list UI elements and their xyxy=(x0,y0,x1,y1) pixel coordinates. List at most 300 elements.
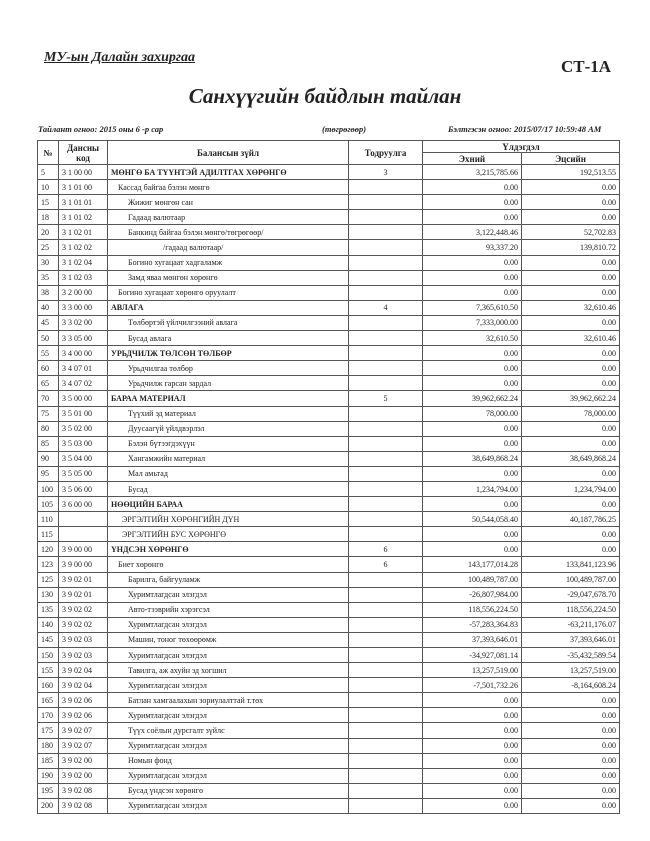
table-row xyxy=(38,406,620,421)
row-no: 110 xyxy=(38,512,59,527)
row-end-balance: 0.00 xyxy=(522,497,620,512)
row-account-code: 3 3 00 00 xyxy=(59,300,108,315)
row-end-balance: 32,610.46 xyxy=(522,300,620,315)
row-item-name: ЭРГЭЛТИЙН БУС ХӨРӨНГӨ xyxy=(108,527,349,542)
row-no: 35 xyxy=(38,270,59,285)
row-end-balance: 0.00 xyxy=(522,693,620,708)
row-account-code: 3 9 02 03 xyxy=(59,648,108,663)
row-account-code: 3 9 02 02 xyxy=(59,617,108,632)
row-end-balance: 0.00 xyxy=(522,436,620,451)
row-begin-balance: 3,215,785.66 xyxy=(423,165,522,180)
row-item-name: Мал амьтад xyxy=(108,466,349,481)
row-note xyxy=(349,481,423,496)
table-row xyxy=(38,315,620,330)
row-note xyxy=(349,195,423,210)
table-row xyxy=(38,798,620,813)
created-date: Бэлтгэсэн огноо: 2015/07/17 10:59:48 AM xyxy=(448,124,602,134)
row-begin-balance: 0.00 xyxy=(423,768,522,783)
row-item-name: Урьдчилгаа төлбөр xyxy=(108,361,349,376)
row-item-name: Бусад авлага xyxy=(108,331,349,346)
row-account-code: 3 2 00 00 xyxy=(59,285,108,300)
row-note xyxy=(349,798,423,813)
row-account-code: 3 1 01 00 xyxy=(59,180,108,195)
row-begin-balance: 0.00 xyxy=(423,798,522,813)
report-period: Тайлант огноо: 2015 оны 6 -р сар xyxy=(38,124,164,134)
row-note xyxy=(349,240,423,255)
table-row xyxy=(38,678,620,693)
row-item-name: Замд яваа мөнгөн хөрөнгө xyxy=(108,270,349,285)
row-item-name: Хуримтлагдсан элэгдэл xyxy=(108,678,349,693)
row-end-balance: -63,211,176.07 xyxy=(522,617,620,632)
row-begin-balance: 118,556,224.50 xyxy=(423,602,522,617)
row-no: 165 xyxy=(38,693,59,708)
row-end-balance: 1,234,794.00 xyxy=(522,481,620,496)
row-account-code: 3 9 02 04 xyxy=(59,678,108,693)
table-row xyxy=(38,391,620,406)
row-no: 40 xyxy=(38,300,59,315)
row-note xyxy=(349,436,423,451)
row-end-balance: 52,702.83 xyxy=(522,225,620,240)
row-item-name: Биет хөрөнгө xyxy=(108,557,349,572)
row-end-balance: 37,393,646.01 xyxy=(522,632,620,647)
table-row xyxy=(38,225,620,240)
row-begin-balance: 0.00 xyxy=(423,723,522,738)
row-account-code: 3 1 01 02 xyxy=(59,210,108,225)
row-item-name: УРЬДЧИЛЖ ТӨЛСӨН ТӨЛБӨР xyxy=(108,346,349,361)
row-end-balance: 32,610.46 xyxy=(522,331,620,346)
row-item-name: Хангамжийн материал xyxy=(108,451,349,466)
table-row xyxy=(38,466,620,481)
row-note xyxy=(349,753,423,768)
form-code: СТ-1А xyxy=(561,57,612,76)
row-account-code xyxy=(59,512,108,527)
table-row xyxy=(38,753,620,768)
row-note xyxy=(349,768,423,783)
row-account-code: 3 9 02 07 xyxy=(59,723,108,738)
row-no: 120 xyxy=(38,542,59,557)
row-note xyxy=(349,466,423,481)
row-note xyxy=(349,270,423,285)
row-end-balance: 192,513.55 xyxy=(522,165,620,180)
row-begin-balance: 0.00 xyxy=(423,436,522,451)
table-row xyxy=(38,165,620,180)
row-account-code: 3 9 02 01 xyxy=(59,572,108,587)
row-account-code: 3 9 02 08 xyxy=(59,783,108,798)
row-no: 195 xyxy=(38,783,59,798)
row-end-balance: 139,810.72 xyxy=(522,240,620,255)
row-account-code: 3 1 02 03 xyxy=(59,270,108,285)
row-account-code: 3 1 02 02 xyxy=(59,240,108,255)
row-end-balance: 0.00 xyxy=(522,210,620,225)
row-end-balance: 0.00 xyxy=(522,466,620,481)
row-note xyxy=(349,723,423,738)
row-item-name: Түүхий эд материал xyxy=(108,406,349,421)
row-end-balance: 78,000.00 xyxy=(522,406,620,421)
row-note xyxy=(349,663,423,678)
row-note xyxy=(349,648,423,663)
row-note: 5 xyxy=(349,391,423,406)
report-title: Санхүүгийн байдлын тайлан xyxy=(188,84,462,108)
row-item-name: Хуримтлагдсан элэгдэл xyxy=(108,587,349,602)
row-no: 135 xyxy=(38,602,59,617)
table-row xyxy=(38,331,620,346)
row-no: 180 xyxy=(38,738,59,753)
row-no: 60 xyxy=(38,361,59,376)
row-note xyxy=(349,783,423,798)
table-row xyxy=(38,421,620,436)
row-begin-balance: 0.00 xyxy=(423,180,522,195)
row-begin-balance: 0.00 xyxy=(423,195,522,210)
row-note xyxy=(349,285,423,300)
row-account-code: 3 9 02 04 xyxy=(59,663,108,678)
row-no: 140 xyxy=(38,617,59,632)
row-no: 45 xyxy=(38,315,59,330)
row-item-name: Бусад xyxy=(108,481,349,496)
row-account-code: 3 4 00 00 xyxy=(59,346,108,361)
row-end-balance: 39,962,662.24 xyxy=(522,391,620,406)
row-no: 160 xyxy=(38,678,59,693)
row-note xyxy=(349,361,423,376)
row-end-balance: 0.00 xyxy=(522,798,620,813)
row-note xyxy=(349,572,423,587)
row-begin-balance: 0.00 xyxy=(423,542,522,557)
row-no: 10 xyxy=(38,180,59,195)
row-no: 50 xyxy=(38,331,59,346)
organization-name: МУ-ын Далайн захиргаа xyxy=(44,50,196,65)
table-row xyxy=(38,663,620,678)
row-item-name: Батлан хамгаалахын зориулалттай т.төх xyxy=(108,693,349,708)
table-row xyxy=(38,210,620,225)
row-item-name: Банкинд байгаа бэлэн мөнгө/төгрөгөөр/ xyxy=(108,225,349,240)
row-no: 130 xyxy=(38,587,59,602)
row-item-name: МӨНГӨ БА ТҮҮНТЭЙ АДИЛТГАХ ХӨРӨНГӨ xyxy=(108,165,349,180)
row-end-balance: 0.00 xyxy=(522,753,620,768)
row-begin-balance: 0.00 xyxy=(423,693,522,708)
row-begin-balance: 0.00 xyxy=(423,466,522,481)
row-begin-balance: 0.00 xyxy=(423,421,522,436)
row-no: 70 xyxy=(38,391,59,406)
row-no: 185 xyxy=(38,753,59,768)
row-no: 150 xyxy=(38,648,59,663)
row-item-name: Хуримтлагдсан элэгдэл xyxy=(108,617,349,632)
table-row xyxy=(38,783,620,798)
row-end-balance: 0.00 xyxy=(522,542,620,557)
table-row xyxy=(38,602,620,617)
row-end-balance: 0.00 xyxy=(522,738,620,753)
currency-note: (төгрөгөөр) xyxy=(322,124,367,134)
row-item-name: Хуримтлагдсан элэгдэл xyxy=(108,648,349,663)
row-begin-balance: 37,393,646.01 xyxy=(423,632,522,647)
table-row xyxy=(38,587,620,602)
row-item-name: Төлбөртэй үйлчилгээний авлага xyxy=(108,315,349,330)
row-no: 115 xyxy=(38,527,59,542)
row-end-balance: 118,556,224.50 xyxy=(522,602,620,617)
row-note xyxy=(349,406,423,421)
table-row xyxy=(38,361,620,376)
row-begin-balance: 7,333,000.00 xyxy=(423,315,522,330)
row-item-name: Хуримтлагдсан элэгдэл xyxy=(108,738,349,753)
table-row xyxy=(38,180,620,195)
row-account-code: 3 5 03 00 xyxy=(59,436,108,451)
col-account: Дансны код xyxy=(59,141,108,165)
row-no: 65 xyxy=(38,376,59,391)
row-begin-balance: 1,234,794.00 xyxy=(423,481,522,496)
row-item-name: Кассад байгаа бэлэн мөнгө xyxy=(108,180,349,195)
row-account-code: 3 5 00 00 xyxy=(59,391,108,406)
row-note xyxy=(349,376,423,391)
row-begin-balance: 7,365,610.50 xyxy=(423,300,522,315)
table-row xyxy=(38,240,620,255)
row-begin-balance: -57,283,364.83 xyxy=(423,617,522,632)
table-row xyxy=(38,481,620,496)
row-note xyxy=(349,346,423,361)
row-account-code: 3 9 02 01 xyxy=(59,587,108,602)
row-item-name: Авто-тээврийн хэрэгсэл xyxy=(108,602,349,617)
row-item-name: ЭРГЭЛТИЙН ХӨРӨНГИЙН ДҮН xyxy=(108,512,349,527)
row-begin-balance: 0.00 xyxy=(423,361,522,376)
row-note xyxy=(349,451,423,466)
table-row xyxy=(38,632,620,647)
row-begin-balance: -34,927,081.14 xyxy=(423,648,522,663)
table-row xyxy=(38,542,620,557)
row-account-code: 3 1 00 00 xyxy=(59,165,108,180)
row-item-name: Машин, тоног төхөөрөмж xyxy=(108,632,349,647)
row-end-balance: 0.00 xyxy=(522,270,620,285)
row-note xyxy=(349,497,423,512)
row-end-balance: 0.00 xyxy=(522,708,620,723)
row-begin-balance: 0.00 xyxy=(423,376,522,391)
row-account-code: 3 5 06 00 xyxy=(59,481,108,496)
row-no: 170 xyxy=(38,708,59,723)
row-item-name: Гадаад валютаар xyxy=(108,210,349,225)
row-account-code: 3 9 02 02 xyxy=(59,602,108,617)
row-end-balance: 0.00 xyxy=(522,421,620,436)
row-no: 125 xyxy=(38,572,59,587)
row-item-name: Урьдчилж гарсан зардал xyxy=(108,376,349,391)
table-row xyxy=(38,572,620,587)
row-item-name: БАРАА МАТЕРИАЛ xyxy=(108,391,349,406)
row-begin-balance: 3,122,448.46 xyxy=(423,225,522,240)
table-row xyxy=(38,497,620,512)
row-end-balance: 0.00 xyxy=(522,346,620,361)
row-end-balance: 13,257,519.00 xyxy=(522,663,620,678)
row-begin-balance: 143,177,014.28 xyxy=(423,557,522,572)
row-item-name: Богино хугацаат хадгаламж xyxy=(108,255,349,270)
row-begin-balance: -7,501,732.26 xyxy=(423,678,522,693)
row-end-balance: 38,649,868.24 xyxy=(522,451,620,466)
balance-sheet-table xyxy=(37,140,620,814)
row-no: 95 xyxy=(38,466,59,481)
table-row xyxy=(38,738,620,753)
row-account-code: 3 1 02 01 xyxy=(59,225,108,240)
table-row xyxy=(38,346,620,361)
row-no: 123 xyxy=(38,557,59,572)
row-begin-balance: 0.00 xyxy=(423,210,522,225)
row-account-code: 3 6 00 00 xyxy=(59,497,108,512)
row-note xyxy=(349,678,423,693)
col-note: Тодруулга xyxy=(349,141,423,165)
table-row xyxy=(38,285,620,300)
row-note xyxy=(349,602,423,617)
row-end-balance: 0.00 xyxy=(522,195,620,210)
table-row xyxy=(38,255,620,270)
row-begin-balance: 0.00 xyxy=(423,708,522,723)
row-note xyxy=(349,527,423,542)
table-row xyxy=(38,451,620,466)
row-item-name: Номын фонд xyxy=(108,753,349,768)
row-no: 175 xyxy=(38,723,59,738)
row-begin-balance: 100,489,787.00 xyxy=(423,572,522,587)
table-row xyxy=(38,557,620,572)
row-note: 4 xyxy=(349,300,423,315)
row-no: 80 xyxy=(38,421,59,436)
row-end-balance: 0.00 xyxy=(522,783,620,798)
row-account-code: 3 3 05 00 xyxy=(59,331,108,346)
row-no: 75 xyxy=(38,406,59,421)
row-end-balance: -8,164,608.24 xyxy=(522,678,620,693)
row-end-balance: 133,841,123.96 xyxy=(522,557,620,572)
row-account-code: 3 5 04 00 xyxy=(59,451,108,466)
row-no: 30 xyxy=(38,255,59,270)
row-note xyxy=(349,738,423,753)
row-no: 25 xyxy=(38,240,59,255)
row-account-code: 3 9 02 07 xyxy=(59,738,108,753)
row-item-name: Бэлэн бүтээгдэхүүн xyxy=(108,436,349,451)
row-item-name: ҮНДСЭН ХӨРӨНГӨ xyxy=(108,542,349,557)
row-item-name: НӨӨЦИЙН БАРАА xyxy=(108,497,349,512)
row-item-name: АВЛАГА xyxy=(108,300,349,315)
table-row xyxy=(38,693,620,708)
row-end-balance: 100,489,787.00 xyxy=(522,572,620,587)
table-row xyxy=(38,708,620,723)
row-note xyxy=(349,693,423,708)
row-end-balance: 0.00 xyxy=(522,361,620,376)
col-end: Эцсийн xyxy=(522,153,620,165)
row-note xyxy=(349,315,423,330)
row-begin-balance: 32,610.50 xyxy=(423,331,522,346)
row-account-code: 3 1 02 04 xyxy=(59,255,108,270)
row-begin-balance: 13,257,519.00 xyxy=(423,663,522,678)
row-account-code: 3 5 05 00 xyxy=(59,466,108,481)
row-item-name: Тавилга, аж ахуйн эд хогшил xyxy=(108,663,349,678)
col-balance: Үлдэгдэл xyxy=(423,141,620,153)
row-note: 3 xyxy=(349,165,423,180)
table-row xyxy=(38,617,620,632)
row-item-name: Түүх соёлын дурсгалт зүйлс xyxy=(108,723,349,738)
row-begin-balance: 0.00 xyxy=(423,497,522,512)
row-no: 190 xyxy=(38,768,59,783)
row-note: 6 xyxy=(349,557,423,572)
row-no: 5 xyxy=(38,165,59,180)
row-end-balance: 0.00 xyxy=(522,527,620,542)
table-row xyxy=(38,376,620,391)
row-begin-balance: 93,337.20 xyxy=(423,240,522,255)
row-no: 18 xyxy=(38,210,59,225)
col-begin: Эхний xyxy=(423,153,522,165)
row-begin-balance: 38,649,868.24 xyxy=(423,451,522,466)
row-account-code: 3 9 02 06 xyxy=(59,693,108,708)
row-no: 55 xyxy=(38,346,59,361)
col-item: Балансын зүйл xyxy=(108,141,349,165)
row-begin-balance: 0.00 xyxy=(423,527,522,542)
row-no: 15 xyxy=(38,195,59,210)
row-no: 85 xyxy=(38,436,59,451)
row-no: 145 xyxy=(38,632,59,647)
row-no: 38 xyxy=(38,285,59,300)
row-item-name: Жижиг мөнгөн сан xyxy=(108,195,349,210)
row-account-code: 3 1 01 01 xyxy=(59,195,108,210)
row-account-code: 3 5 02 00 xyxy=(59,421,108,436)
table-row xyxy=(38,527,620,542)
row-account-code: 3 9 02 00 xyxy=(59,753,108,768)
row-note xyxy=(349,331,423,346)
row-note xyxy=(349,708,423,723)
row-begin-balance: -26,807,984.00 xyxy=(423,587,522,602)
table-row xyxy=(38,195,620,210)
row-end-balance: 0.00 xyxy=(522,376,620,391)
row-begin-balance: 0.00 xyxy=(423,783,522,798)
row-account-code: 3 9 02 03 xyxy=(59,632,108,647)
row-item-name: Хуримтлагдсан элэгдэл xyxy=(108,798,349,813)
row-account-code: 3 5 01 00 xyxy=(59,406,108,421)
row-begin-balance: 0.00 xyxy=(423,255,522,270)
table-row xyxy=(38,300,620,315)
row-end-balance: 0.00 xyxy=(522,768,620,783)
row-item-name: Бусад үндсэн хөрөнгө xyxy=(108,783,349,798)
row-note xyxy=(349,632,423,647)
row-item-name: Хуримтлагдсан элэгдэл xyxy=(108,708,349,723)
row-item-name: Дуусаагүй үйлдвэрлэл xyxy=(108,421,349,436)
row-no: 90 xyxy=(38,451,59,466)
row-note xyxy=(349,225,423,240)
row-item-name: Барилга, байгууламж xyxy=(108,572,349,587)
row-account-code xyxy=(59,527,108,542)
row-begin-balance: 0.00 xyxy=(423,346,522,361)
row-no: 20 xyxy=(38,225,59,240)
row-account-code: 3 4 07 02 xyxy=(59,376,108,391)
table-row xyxy=(38,768,620,783)
row-end-balance: 0.00 xyxy=(522,315,620,330)
row-note xyxy=(349,210,423,225)
row-no: 155 xyxy=(38,663,59,678)
row-note xyxy=(349,421,423,436)
row-end-balance: 40,187,786.25 xyxy=(522,512,620,527)
row-account-code: 3 4 07 01 xyxy=(59,361,108,376)
table-row xyxy=(38,270,620,285)
row-begin-balance: 0.00 xyxy=(423,753,522,768)
row-begin-balance: 39,962,662.24 xyxy=(423,391,522,406)
row-begin-balance: 0.00 xyxy=(423,270,522,285)
row-begin-balance: 0.00 xyxy=(423,285,522,300)
row-item-name: Хуримтлагдсан элэгдэл xyxy=(108,768,349,783)
row-account-code: 3 9 02 06 xyxy=(59,708,108,723)
row-end-balance: 0.00 xyxy=(522,255,620,270)
row-note xyxy=(349,180,423,195)
row-account-code: 3 9 00 00 xyxy=(59,542,108,557)
row-end-balance: 0.00 xyxy=(522,285,620,300)
row-begin-balance: 0.00 xyxy=(423,738,522,753)
row-account-code: 3 9 02 00 xyxy=(59,768,108,783)
table-row xyxy=(38,436,620,451)
row-end-balance: -35,432,589.54 xyxy=(522,648,620,663)
row-no: 105 xyxy=(38,497,59,512)
row-account-code: 3 9 02 08 xyxy=(59,798,108,813)
row-begin-balance: 78,000.00 xyxy=(423,406,522,421)
row-begin-balance: 50,544,058.40 xyxy=(423,512,522,527)
table-row xyxy=(38,648,620,663)
row-end-balance: 0.00 xyxy=(522,723,620,738)
row-end-balance: -29,047,678.70 xyxy=(522,587,620,602)
